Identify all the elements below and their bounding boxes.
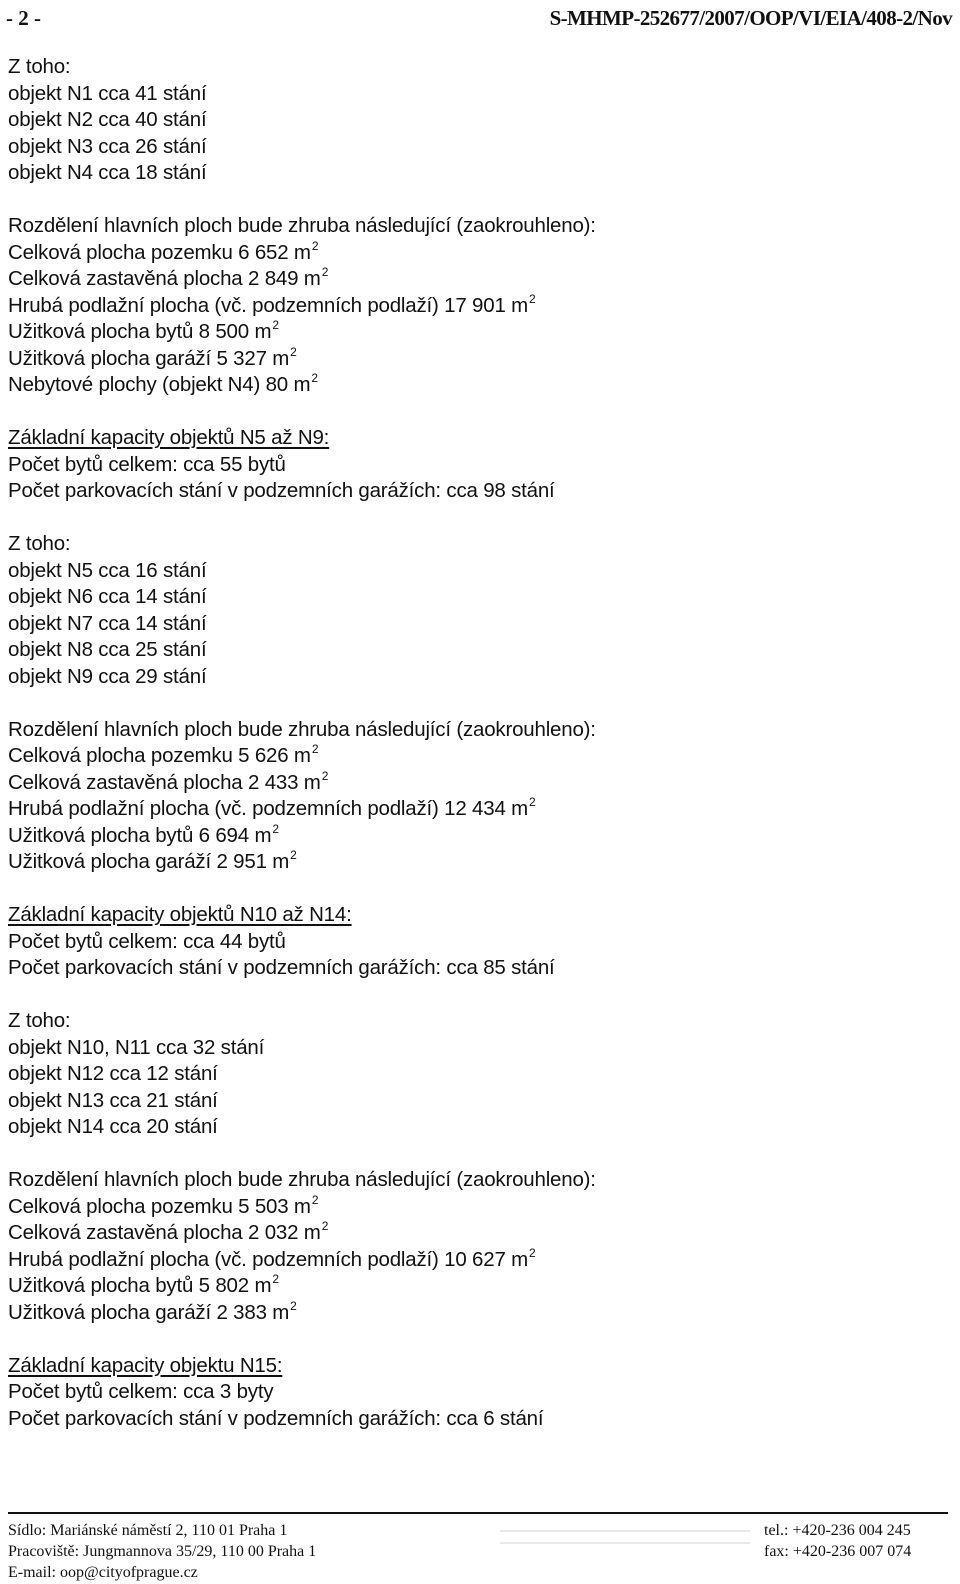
text-line bbox=[8, 1273, 938, 1300]
line-text: objekt N13 cca 21 stání bbox=[8, 1088, 218, 1112]
page-footer bbox=[0, 1520, 960, 1584]
line-text: Celková zastavěná plocha 2 849 m bbox=[8, 267, 321, 290]
line-text: Hrubá podlažní plocha (vč. podzemních podlaží) 12 434 m bbox=[8, 797, 529, 820]
text-line bbox=[8, 1008, 938, 1035]
text-line bbox=[8, 1167, 938, 1194]
footer-contact-left bbox=[8, 1520, 316, 1583]
line-text: Počet bytů celkem: cca 3 byty bbox=[8, 1380, 274, 1403]
superscript: 2 bbox=[311, 371, 318, 385]
superscript: 2 bbox=[290, 344, 297, 359]
line-text: Základní kapacity objektu N15: bbox=[8, 1353, 283, 1377]
text-line bbox=[8, 319, 938, 346]
text-line bbox=[8, 1247, 938, 1274]
footer-divider bbox=[8, 1512, 948, 1514]
text-line bbox=[8, 54, 938, 81]
line-text: Počet parkovacích stání v podzemních garážích: cca 6 stání bbox=[8, 1406, 544, 1430]
text-line bbox=[8, 1061, 938, 1088]
superscript: 2 bbox=[321, 768, 329, 783]
footer-office: Pracoviště: Jungmannova 35/29, 110 00 Praha 1 bbox=[8, 1543, 317, 1560]
line-text: Z toho: bbox=[8, 1009, 71, 1032]
line-text: Celková plocha pozemku 5 503 m bbox=[8, 1194, 311, 1218]
page-number: - 2 - bbox=[6, 6, 41, 30]
text-section bbox=[8, 717, 938, 876]
text-section bbox=[8, 213, 938, 399]
line-text: objekt N8 cca 25 stání bbox=[8, 638, 207, 661]
text-line bbox=[8, 1220, 938, 1247]
section-heading bbox=[8, 1353, 938, 1380]
line-text: Rozdělení hlavních ploch bude zhruba následující (zaokrouhleno): bbox=[8, 717, 596, 741]
text-line bbox=[8, 213, 938, 240]
text-line bbox=[8, 107, 938, 134]
text-line bbox=[8, 240, 938, 267]
text-line bbox=[8, 1088, 938, 1115]
text-line bbox=[8, 611, 938, 638]
line-text: objekt N4 cca 18 stání bbox=[8, 161, 207, 184]
line-text: objekt N5 cca 16 stání bbox=[8, 558, 207, 582]
text-line bbox=[8, 1114, 938, 1141]
line-text: objekt N9 cca 29 stání bbox=[8, 664, 207, 688]
text-section bbox=[8, 902, 938, 982]
line-text: objekt N6 cca 14 stání bbox=[8, 585, 207, 608]
footer-contact-right bbox=[764, 1520, 911, 1562]
line-text: Užitková plocha garáží 2 951 m bbox=[8, 850, 290, 873]
page-header bbox=[0, 6, 960, 36]
superscript: 2 bbox=[321, 1219, 329, 1233]
line-text: objekt N1 cca 41 stání bbox=[8, 81, 207, 105]
text-line bbox=[8, 1035, 938, 1062]
text-line bbox=[8, 531, 938, 558]
text-line bbox=[8, 160, 938, 187]
line-text: Celková plocha pozemku 6 652 m bbox=[8, 240, 311, 264]
superscript: 2 bbox=[321, 265, 329, 279]
text-line bbox=[8, 1379, 938, 1406]
text-line bbox=[8, 452, 938, 479]
superscript: 2 bbox=[529, 291, 536, 306]
superscript: 2 bbox=[311, 742, 319, 756]
text-section bbox=[8, 531, 938, 690]
text-section bbox=[8, 54, 938, 187]
superscript: 2 bbox=[272, 821, 279, 836]
line-text: Základní kapacity objektů N5 až N9: bbox=[8, 426, 330, 449]
line-text: Užitková plocha bytů 5 802 m bbox=[8, 1274, 272, 1297]
text-line bbox=[8, 558, 938, 585]
superscript: 2 bbox=[272, 1272, 279, 1286]
line-text: Užitková plocha garáží 2 383 m bbox=[8, 1300, 290, 1324]
line-text: Hrubá podlažní plocha (vč. podzemních podlaží) 10 627 m bbox=[8, 1247, 529, 1271]
text-line bbox=[8, 266, 938, 293]
line-text: Počet bytů celkem: cca 55 bytů bbox=[8, 452, 286, 476]
footer-fax: fax: +420-236 007 074 bbox=[764, 1543, 912, 1560]
show-through-smudge bbox=[500, 1520, 750, 1564]
line-text: Hrubá podlažní plocha (vč. podzemních podlaží) 17 901 m bbox=[8, 293, 529, 317]
line-text: objekt N3 cca 26 stání bbox=[8, 134, 207, 158]
line-text: Počet parkovacích stání v podzemních garážích: cca 85 stání bbox=[8, 956, 555, 979]
line-text: Celková zastavěná plocha 2 032 m bbox=[8, 1221, 321, 1244]
superscript: 2 bbox=[290, 1298, 297, 1313]
text-line bbox=[8, 81, 938, 108]
superscript: 2 bbox=[529, 1245, 536, 1260]
text-line bbox=[8, 743, 938, 770]
line-text: Nebytové plochy (objekt N4) 80 m bbox=[8, 373, 311, 396]
superscript: 2 bbox=[529, 795, 536, 809]
text-line bbox=[8, 664, 938, 691]
line-text: Z toho: bbox=[8, 532, 71, 555]
text-section bbox=[8, 425, 938, 505]
line-text: Užitková plocha bytů 6 694 m bbox=[8, 823, 272, 847]
superscript: 2 bbox=[311, 238, 319, 253]
line-text: Celková plocha pozemku 5 626 m bbox=[8, 744, 311, 767]
line-text: Užitková plocha bytů 8 500 m bbox=[8, 320, 272, 343]
text-line bbox=[8, 796, 938, 823]
text-line bbox=[8, 637, 938, 664]
text-line bbox=[8, 293, 938, 320]
text-line bbox=[8, 1194, 938, 1221]
section-heading bbox=[8, 425, 938, 452]
footer-email: E-mail: oop@cityofprague.cz bbox=[8, 1564, 198, 1581]
line-text: Rozdělení hlavních ploch bude zhruba následující (zaokrouhleno): bbox=[8, 1168, 596, 1191]
superscript: 2 bbox=[272, 318, 279, 332]
text-line bbox=[8, 823, 938, 850]
text-section bbox=[8, 1167, 938, 1326]
footer-address: Sídlo: Mariánské náměstí 2, 110 01 Praha 1 bbox=[8, 1522, 288, 1539]
superscript: 2 bbox=[311, 1192, 319, 1207]
line-text: objekt N12 cca 12 stání bbox=[8, 1062, 218, 1085]
text-section bbox=[8, 1008, 938, 1141]
line-text: objekt N2 cca 40 stání bbox=[8, 108, 207, 131]
superscript: 2 bbox=[290, 848, 297, 862]
line-text: Užitková plocha garáží 5 327 m bbox=[8, 346, 290, 370]
text-line bbox=[8, 929, 938, 956]
text-line bbox=[8, 955, 938, 982]
document-reference: S-MHMP-252677/2007/OOP/VI/EIA/408-2/Nov bbox=[549, 6, 952, 30]
line-text: Základní kapacity objektů N10 až N14: bbox=[8, 903, 352, 926]
line-text: Počet bytů celkem: cca 44 bytů bbox=[8, 929, 286, 953]
text-line bbox=[8, 478, 938, 505]
document-body bbox=[8, 54, 938, 1432]
line-text: Rozdělení hlavních ploch bude zhruba následující (zaokrouhleno): bbox=[8, 214, 596, 237]
line-text: objekt N7 cca 14 stání bbox=[8, 611, 207, 635]
text-line bbox=[8, 849, 938, 876]
text-line bbox=[8, 1300, 938, 1327]
text-line bbox=[8, 134, 938, 161]
text-line bbox=[8, 717, 938, 744]
line-text: objekt N14 cca 20 stání bbox=[8, 1115, 218, 1138]
line-text: Celková zastavěná plocha 2 433 m bbox=[8, 770, 321, 794]
text-line bbox=[8, 346, 938, 373]
text-line bbox=[8, 372, 938, 399]
line-text: Z toho: bbox=[8, 55, 71, 78]
footer-tel: tel.: +420-236 004 245 bbox=[764, 1522, 911, 1539]
text-line bbox=[8, 584, 938, 611]
text-line bbox=[8, 770, 938, 797]
section-heading bbox=[8, 902, 938, 929]
text-section bbox=[8, 1353, 938, 1433]
line-text: Počet parkovacích stání v podzemních garážích: cca 98 stání bbox=[8, 479, 555, 502]
text-line bbox=[8, 1406, 938, 1433]
line-text: objekt N10, N11 cca 32 stání bbox=[8, 1035, 265, 1059]
